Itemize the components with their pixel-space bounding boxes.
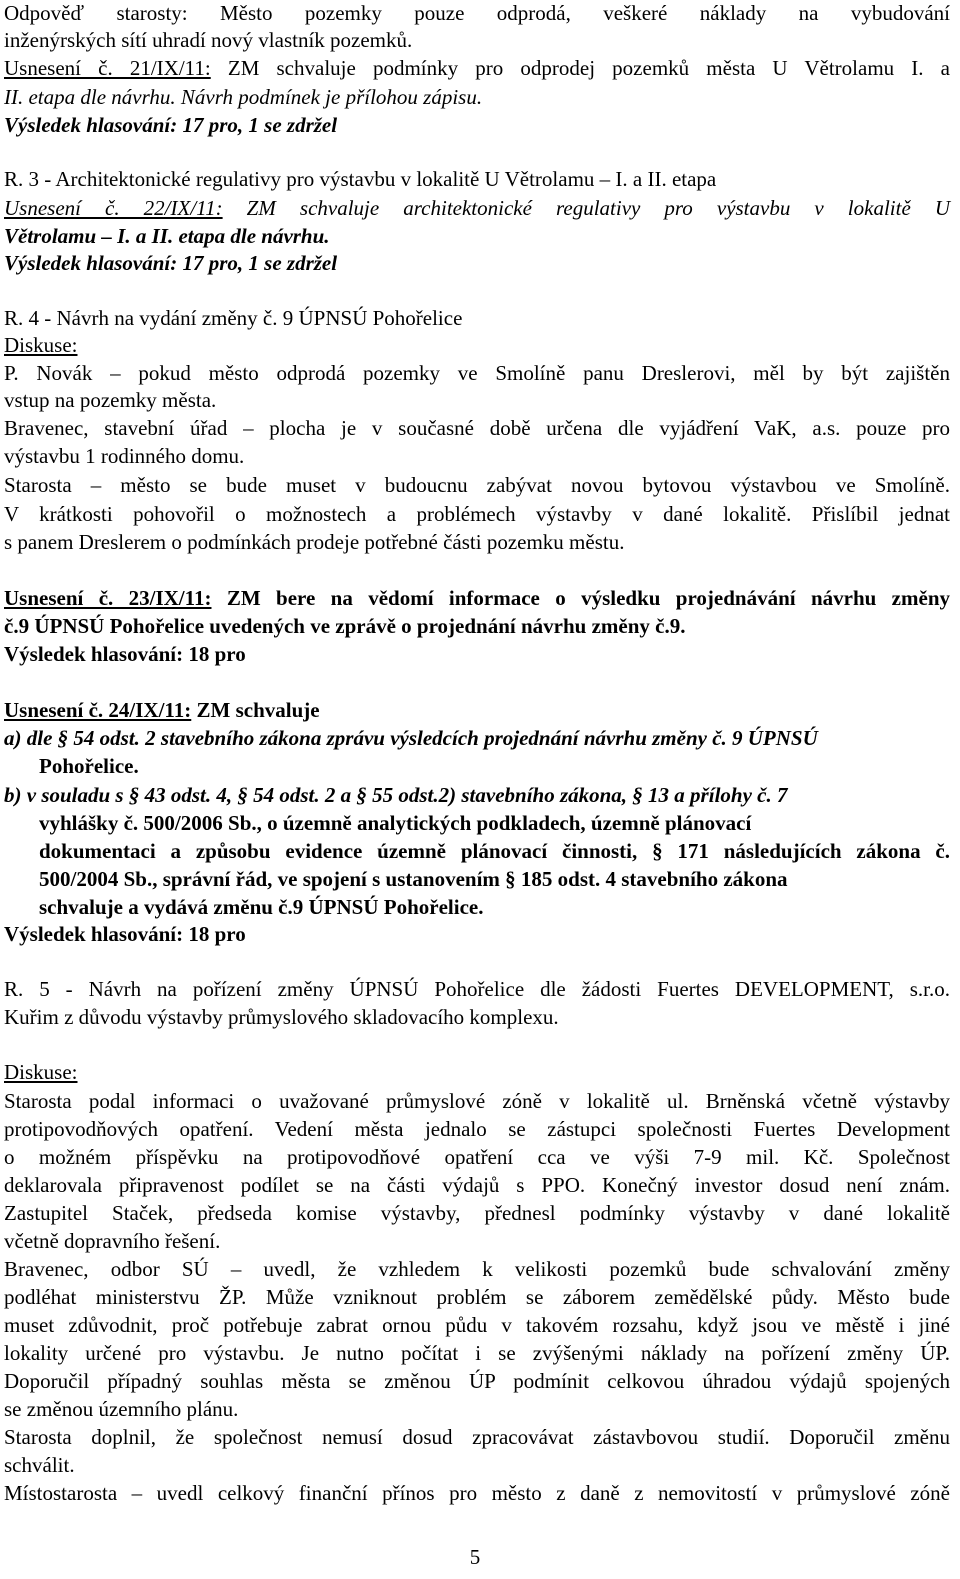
- text-line: schvaluje a vydává změnu č.9 ÚPNSÚ Pohořelice.: [39, 895, 484, 919]
- text-line: Místostarosta – uvedl celkový finanční přínos pro město z daně z nemovitostí v průmyslové zóně: [4, 1481, 950, 1505]
- resolution-text: ZM schvaluje architektonické regulativy pro výstavbu v lokalitě U: [222, 196, 950, 220]
- resolution-label: Usnesení č. 24/IX/11:: [4, 698, 192, 722]
- agenda-item-4: R. 4 - Návrh na vydání změny č. 9 ÚPNSÚ Pohořelice: [4, 306, 463, 330]
- vote-result: Výsledek hlasování: 18 pro: [4, 922, 246, 946]
- text-line: Bravenec, stavební úřad – plocha je v současné době určena dle vyjádření VaK, a.s. pouze pro: [4, 416, 950, 440]
- resolution-label: Usnesení č. 21/IX/11:: [4, 56, 211, 80]
- text-line: Pohořelice.: [39, 754, 139, 778]
- text-line: 500/2004 Sb., správní řád, ve spojení s ustanovením § 185 odst. 4 stavebního zákona: [39, 867, 788, 891]
- text-line: Zastupitel Staček, předseda komise výstavby, přednesl podmínky výstavby v dané lokalitě: [4, 1201, 950, 1225]
- resolution-23: [4, 585, 950, 612]
- text-line: inženýrských sítí uhradí nový vlastník pozemků.: [4, 28, 413, 52]
- text-line: podléhat ministerstvu ŽP. Může vzniknout problém se záborem zemědělské půdy. Město bude: [4, 1285, 950, 1309]
- text-line: schválit.: [4, 1453, 75, 1477]
- text-line: vstup na pozemky města.: [4, 388, 217, 412]
- resolution-21: [4, 55, 950, 82]
- text-line: lokality určené pro výstavbu. Je nutno počítat i se zvýšenými náklady na pořízení změny ÚP.: [4, 1341, 950, 1365]
- text-line: Starosta – město se bude muset v budoucnu zabývat novou bytovou výstavbou ve Smolíně.: [4, 473, 950, 497]
- resolution-22: [4, 195, 950, 222]
- text-line: Kuřim z důvodu výstavby průmyslového skladovacího komplexu.: [4, 1005, 559, 1029]
- text-line: Starosta podal informaci o uvažované průmyslové zóně v lokalitě ul. Brněnská včetně výstavby: [4, 1089, 950, 1113]
- text-line: V krátkosti pohovořil o možnostech a problémech výstavby v dané lokalitě. Přislíbil jednat: [4, 502, 950, 526]
- text-line: č.9 ÚPNSÚ Pohořelice uvedených ve zprávě o projednání návrhu změny č.9.: [4, 614, 686, 638]
- text-line: Odpověď starosty: Město pozemky pouze odprodá, veškeré náklady na vybudování: [4, 1, 950, 25]
- text-line: P. Novák – pokud město odprodá pozemky ve Smolíně panu Dreslerovi, měl by být zajištěn: [4, 361, 950, 385]
- list-item-b: b) v souladu s § 43 odst. 4, § 54 odst. 2 a § 55 odst.2) stavebního zákona, § 13 a přílohy č. 7: [4, 783, 788, 807]
- text-line: II. etapa dle návrhu. Návrh podmínek je přílohou zápisu.: [4, 85, 483, 109]
- resolution-text: ZM bere na vědomí informace o výsledku projednávání návrhu změny: [211, 586, 950, 610]
- vote-result: Výsledek hlasování: 17 pro, 1 se zdržel: [4, 251, 338, 275]
- agenda-item-5: R. 5 - Návrh na pořízení změny ÚPNSÚ Pohořelice dle žádosti Fuertes DEVELOPMENT, s.r.o.: [4, 977, 950, 1001]
- text-line: se změnou územního plánu.: [4, 1397, 239, 1421]
- page-number: 5: [469, 1545, 481, 1569]
- vote-result: Výsledek hlasování: 18 pro: [4, 642, 246, 666]
- resolution-text: ZM schvaluje: [191, 698, 320, 722]
- text-line: Bravenec, odbor SÚ – uvedl, že vzhledem k velikosti pozemků bude schvalování změny: [4, 1257, 950, 1281]
- text-line: Větrolamu – I. a II. etapa dle návrhu.: [4, 224, 330, 248]
- text-line: Doporučil případný souhlas města se změnou ÚP podmínit celkovou úhradou výdajů spojených: [4, 1369, 950, 1393]
- resolution-text: ZM schvaluje podmínky pro odprodej pozemků města U Větrolamu I. a: [210, 56, 950, 80]
- text-line: s panem Dreslerem o podmínkách prodeje potřebné části pozemku městu.: [4, 530, 625, 554]
- discussion-heading: Diskuse:: [4, 1060, 78, 1084]
- text-line: vyhlášky č. 500/2006 Sb., o územně analytických podkladech, územně plánovací: [39, 811, 752, 835]
- text-line: Starosta doplnil, že společnost nemusí dosud zpracovávat zástavbovou studií. Doporučil změnu: [4, 1425, 950, 1449]
- list-item-a: a) dle § 54 odst. 2 stavebního zákona zprávu výsledcích projednání návrhu změny č. 9 ÚPNSÚ: [4, 726, 818, 750]
- agenda-item-3: R. 3 - Architektonické regulativy pro výstavbu v lokalitě U Větrolamu – I. a II. etapa: [4, 167, 717, 191]
- resolution-24: [4, 697, 950, 724]
- vote-result: Výsledek hlasování: 17 pro, 1 se zdržel: [4, 113, 338, 137]
- discussion-heading: Diskuse:: [4, 333, 78, 357]
- text-line: včetně dopravního řešení.: [4, 1229, 221, 1253]
- text-line: protipovodňových opatření. Vedení města jednalo se zástupci společnosti Fuertes Development: [4, 1117, 950, 1141]
- text-line: výstavbu 1 rodinného domu.: [4, 444, 245, 468]
- text-line: o možném příspěvku na protipovodňové opatření cca ve výši 7-9 mil. Kč. Společnost: [4, 1145, 950, 1169]
- resolution-label: Usnesení č. 23/IX/11:: [4, 586, 212, 610]
- text-line: dokumentaci a způsobu evidence územně plánovací činnosti, § 171 následujících zákona č.: [39, 839, 950, 863]
- resolution-label: Usnesení č. 22/IX/11:: [4, 196, 223, 220]
- text-line: muset zdůvodnit, proč potřebuje zabrat ornou půdu v takovém rozsahu, když jsou ve městě i jiné: [4, 1313, 950, 1337]
- text-line: deklarovala připravenost podílet se na části výdajů s PPO. Konečný investor dosud není znám.: [4, 1173, 950, 1197]
